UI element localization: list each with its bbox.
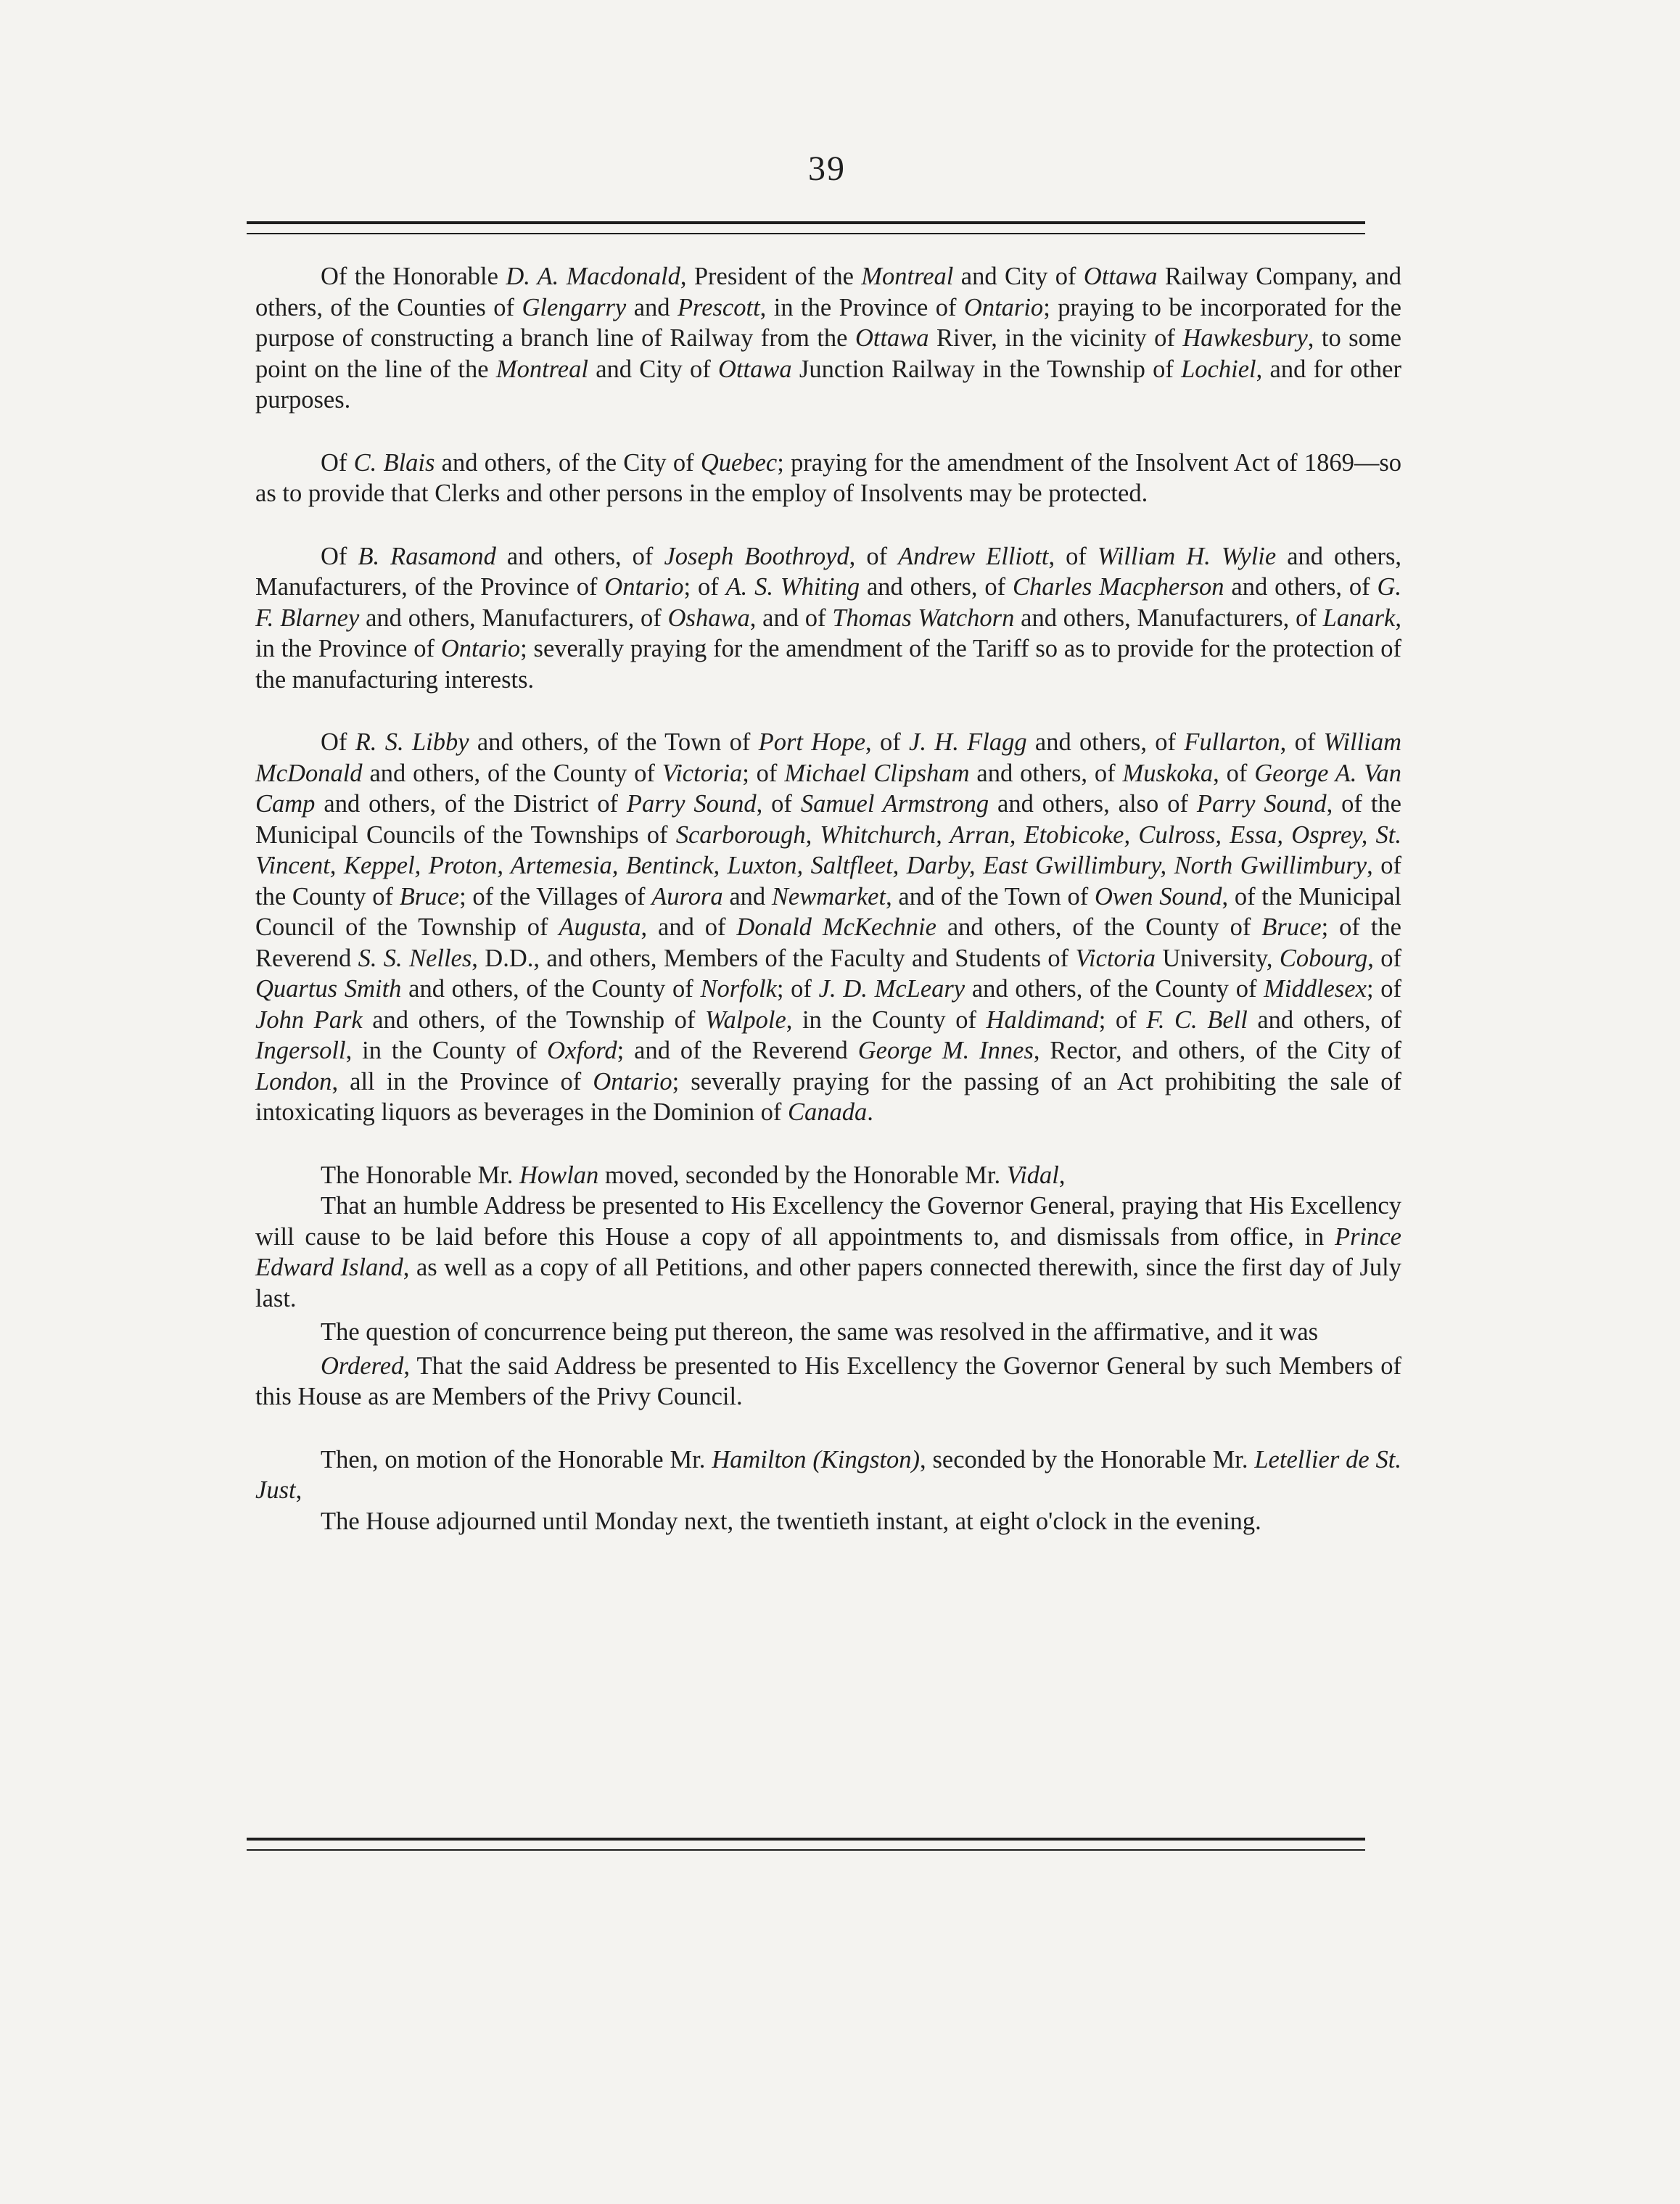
italic-run: Michael Clipsham: [784, 759, 970, 787]
italic-run: Ontario: [963, 293, 1044, 321]
italic-run: Bruce: [399, 882, 460, 910]
italic-run: Glengarry: [522, 293, 627, 321]
text-run: The question of concurrence being put thereon, the same was resolved in the affirmative, and it was: [321, 1318, 1319, 1346]
italic-run: Samuel Armstrong: [800, 790, 989, 818]
text-run: ; of: [1366, 975, 1401, 1003]
italic-run: Charles Macpherson: [1012, 573, 1224, 601]
italic-run: D. A. Macdonald: [506, 263, 680, 290]
italic-run: Ontario: [593, 1067, 672, 1095]
text-run: and others, of the District of: [315, 790, 627, 818]
italic-run: J. H. Flagg: [909, 728, 1027, 756]
italic-run: Owen Sound: [1094, 882, 1222, 910]
italic-run: Bruce: [1261, 913, 1322, 941]
text-run: Of: [321, 542, 358, 570]
italic-run: Letellier de St. Just: [255, 1445, 1402, 1504]
text-run: , of: [1280, 728, 1324, 756]
italic-run: Ottawa: [855, 324, 929, 352]
text-run: ; severally praying for the passing of an Act prohibiting the sale of intoxicating liquors as beverages in the Dominion of: [255, 1067, 1402, 1126]
italic-run: F. C. Bell: [1146, 1006, 1248, 1034]
italic-run: Victoria: [1075, 944, 1156, 972]
italic-run: Joseph Boothroyd: [664, 542, 849, 570]
motion-paragraph: [255, 1160, 1401, 1191]
text-run: and others, Manufacturers, of the Province of: [255, 542, 1401, 601]
italic-run: Howlan: [519, 1161, 599, 1189]
italic-run: Prescott: [677, 293, 760, 321]
text-run: , of the Municipal Council of the Township of: [255, 882, 1401, 941]
text-run: , Rector, and others, of the City of: [1033, 1037, 1401, 1064]
italic-run: Montreal: [495, 355, 588, 383]
text-run: and others, of the City of: [435, 448, 701, 477]
italic-run: Ontario: [604, 573, 684, 601]
italic-run: Ingersoll: [255, 1037, 346, 1064]
petition-paragraph: [255, 727, 1401, 1128]
text-run: and others, of the County of: [401, 975, 701, 1003]
text-run: and: [626, 293, 678, 321]
italic-run: Oshawa: [667, 604, 750, 632]
text-run: , of: [1367, 944, 1401, 972]
italic-run: B. Rasamond: [358, 542, 496, 570]
text-run: Railway Company, and others, of the Counties of: [255, 263, 1401, 321]
text-run: , all in the Province of: [332, 1067, 593, 1095]
text-run: and: [722, 882, 772, 910]
text-run: and others, of: [860, 573, 1013, 601]
italic-run: Hawkesbury: [1182, 324, 1308, 352]
text-run: , of: [849, 542, 899, 570]
text-run: Then, on motion of the Honorable Mr.: [321, 1445, 712, 1473]
italic-run: Thomas Watchorn: [832, 604, 1015, 632]
italic-run: R. S. Libby: [355, 728, 469, 756]
text-run: , D.D., and others, Members of the Faculty and Students of: [472, 944, 1076, 972]
text-run: The House adjourned until Monday next, the twentieth instant, at eight o'clock in the evening.: [321, 1507, 1261, 1535]
text-run: ; of the Reverend: [255, 913, 1401, 972]
text-run: University,: [1156, 944, 1280, 972]
text-run: and others, of the Township of: [362, 1006, 705, 1034]
italic-run: Haldimand: [986, 1006, 1099, 1034]
text-run: , in the County of: [786, 1006, 987, 1034]
text-run: and others, of the County of: [965, 975, 1264, 1003]
italic-run: Aurora: [651, 882, 723, 910]
text-run: and others, Manufacturers, of: [359, 604, 668, 632]
text-run: and others, of the County of: [936, 913, 1262, 941]
italic-run: Lanark: [1322, 604, 1396, 632]
italic-run: Victoria: [662, 759, 743, 787]
text-run: and others, Manufacturers, of: [1014, 604, 1323, 632]
italic-run: Montreal: [861, 263, 954, 290]
italic-run: Quebec: [700, 448, 778, 477]
italic-run: Parry Sound: [1196, 790, 1327, 818]
italic-run: Augusta: [559, 913, 641, 941]
text-run: , seconded by the Honorable Mr.: [920, 1445, 1255, 1473]
text-run: , and for other purposes.: [255, 355, 1401, 414]
text-run: ; praying to be incorporated for the purpose of constructing a branch line of Railway from the: [255, 293, 1401, 352]
text-run: Of: [321, 728, 355, 756]
text-run: River, in the vicinity of: [928, 324, 1183, 352]
text-run: , of: [1048, 542, 1098, 570]
italic-run: Scarborough, Whitchurch, Arran, Etobicoke, Culross, Essa, Osprey, St. Vincent, Keppel, Proton, Artemesia, Bentinck, Luxton, Saltfleet, Darby, East Gwillimbury, North Gwillimbury: [255, 821, 1401, 879]
italic-run: George A. Van Camp: [255, 759, 1401, 818]
address-paragraph: [255, 1191, 1401, 1314]
text-run: , of: [1213, 759, 1255, 787]
italic-run: Ontario: [440, 635, 521, 662]
italic-run: A. S. Whiting: [725, 573, 860, 601]
italic-run: Hamilton (Kingston): [712, 1445, 921, 1473]
text-run: and City of: [588, 355, 719, 383]
italic-run: Walpole: [704, 1006, 786, 1034]
italic-run: Newmarket: [771, 882, 886, 910]
italic-run: C. Blais: [353, 448, 435, 477]
italic-run: Cobourg: [1279, 944, 1368, 972]
text-run: , and of: [749, 604, 833, 632]
italic-run: G. F. Blarney: [255, 573, 1401, 632]
text-run: , of: [865, 728, 910, 756]
question-paragraph: [255, 1317, 1401, 1348]
italic-run: Ottawa: [1083, 263, 1158, 290]
text-run: , President of the: [680, 263, 862, 290]
text-run: ; of: [683, 573, 726, 601]
italic-run: J. D. McLeary: [818, 975, 965, 1003]
italic-run: Lochiel: [1181, 355, 1256, 383]
text-run: .: [867, 1098, 873, 1126]
text-run: ; of: [1098, 1006, 1147, 1034]
adjournment-motion-paragraph: [255, 1444, 1401, 1506]
text-run: , and of the Town of: [886, 882, 1095, 910]
italic-run: Fullarton: [1184, 728, 1280, 756]
text-run: , in the Province of: [759, 293, 964, 321]
text-run: and others, of: [969, 759, 1123, 787]
text-run: Of: [321, 448, 354, 477]
page-number: 39: [808, 149, 846, 188]
text-run: and others, of the County of: [362, 759, 662, 787]
text-run: ; praying for the amendment of the Insolvent Act of 1869—so as to provide that Clerks and other persons in the employ of Insolvents may be protected.: [255, 448, 1401, 507]
italic-run: Quartus Smith: [255, 975, 402, 1003]
italic-run: George M. Innes: [857, 1037, 1034, 1064]
italic-run: Canada: [787, 1098, 868, 1126]
text-run: moved, seconded by the Honorable Mr.: [598, 1161, 1007, 1189]
page-body: [255, 261, 1401, 1537]
text-run: , of the County of: [255, 852, 1401, 910]
italic-run: London: [255, 1067, 332, 1095]
text-run: Of the Honorable: [321, 263, 506, 290]
text-run: and others, also of: [989, 790, 1197, 818]
ordered-paragraph: [255, 1351, 1401, 1413]
italic-run: Ottawa: [718, 355, 792, 383]
text-run: ; severally praying for the amendment of the Tariff so as to provide for the protection of the manufacturing interests.: [255, 635, 1401, 694]
top-double-rule: [247, 221, 1365, 234]
text-run: That an humble Address be presented to His Excellency the Governor General, praying that His Excellency will cause to be laid before this House a copy of all appointments to, and dismissals from office, in: [255, 1192, 1401, 1251]
italic-run: Andrew Elliott: [898, 542, 1049, 570]
italic-run: Port Hope: [758, 728, 866, 756]
text-run: , of the Municipal Councils of the Townships of: [255, 790, 1401, 849]
text-run: , to some point on the line of the: [255, 324, 1401, 383]
italic-run: Donald McKechnie: [736, 913, 936, 941]
text-run: ; of: [776, 975, 819, 1003]
italic-run: Norfolk: [700, 975, 777, 1003]
petition-paragraph: [255, 261, 1401, 416]
italic-run: S. S. Nelles: [358, 944, 472, 972]
petition-paragraph: [255, 541, 1401, 696]
text-run: and others, of the Town of: [469, 728, 759, 756]
adjournment-paragraph: [255, 1506, 1401, 1537]
italic-run: William H. Wylie: [1097, 542, 1277, 570]
text-run: and others, of: [495, 542, 664, 570]
text-run: , in the County of: [345, 1037, 548, 1064]
text-run: , of: [756, 790, 801, 818]
text-run: ,: [1058, 1161, 1066, 1189]
text-run: ; and of the Reverend: [617, 1037, 858, 1064]
text-run: and others, of: [1026, 728, 1185, 756]
italic-run: Vidal: [1006, 1161, 1059, 1189]
italic-run: Ordered: [321, 1352, 404, 1380]
italic-run: William McDonald: [255, 728, 1401, 787]
italic-run: Oxford: [547, 1037, 617, 1064]
text-run: , That the said Address be presented to His Excellency the Governor General by such Members of this House as are Members of the Privy Council.: [255, 1352, 1401, 1410]
text-run: , and of: [641, 913, 737, 941]
italic-run: Middlesex: [1264, 975, 1367, 1003]
italic-run: Muskoka: [1122, 759, 1214, 787]
petition-paragraph: [255, 448, 1401, 509]
text-run: and City of: [953, 263, 1084, 290]
italic-run: Prince Edward Island: [255, 1222, 1401, 1281]
text-run: and others, of: [1224, 573, 1378, 601]
text-run: , in the Province of: [255, 604, 1401, 662]
italic-run: John Park: [255, 1006, 363, 1034]
text-run: , as well as a copy of all Petitions, and other papers connected therewith, since the first day of July last.: [255, 1254, 1401, 1312]
bottom-double-rule: [247, 1838, 1365, 1851]
text-run: ,: [295, 1476, 302, 1504]
text-run: ; of: [742, 759, 785, 787]
text-run: and others, of: [1247, 1006, 1401, 1034]
text-run: Junction Railway in the Township of: [791, 355, 1182, 383]
text-run: The Honorable Mr.: [321, 1161, 520, 1189]
text-run: ; of the Villages of: [459, 882, 652, 910]
italic-run: Parry Sound: [626, 790, 757, 818]
